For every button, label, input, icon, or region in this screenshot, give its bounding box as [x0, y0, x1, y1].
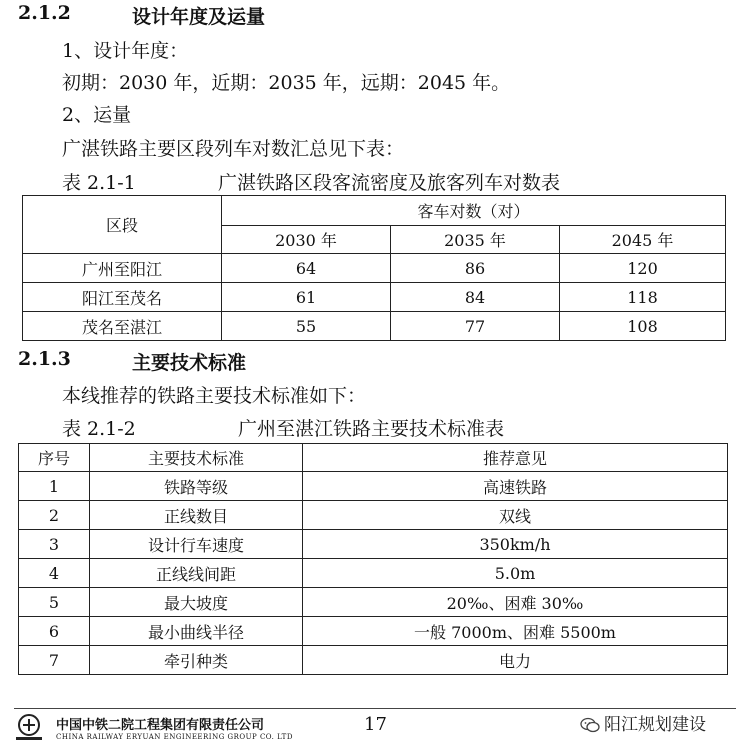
table2-cell-no: 6	[19, 617, 90, 646]
table2-cell-no: 3	[19, 530, 90, 559]
table-row	[19, 617, 728, 646]
volume-label: 2、运量	[62, 104, 132, 126]
table2-header-no: 序号	[19, 444, 90, 472]
table-row	[19, 588, 728, 617]
table2-header-value: 推荐意见	[303, 444, 728, 472]
table2-cell-standard: 最小曲线半径	[90, 617, 303, 646]
table2-cell-value: 电力	[303, 646, 728, 675]
table-row	[19, 472, 728, 501]
table-row	[19, 501, 728, 530]
tech-intro: 本线推荐的铁路主要技术标准如下：	[62, 385, 367, 407]
table2-cell-no: 4	[19, 559, 90, 588]
table2-cell-value: 一般 7000m、困难 5500m	[303, 617, 728, 646]
table1-cell-value: 86	[391, 254, 560, 283]
wechat-icon	[580, 717, 600, 733]
section-number-2-1-2: 2.1.2	[18, 2, 71, 24]
table1-cell-section: 茂名至湛江	[23, 312, 222, 341]
page-number: 17	[364, 714, 387, 735]
table-row	[19, 646, 728, 675]
design-year-text: 初期：2030 年，近期：2035 年，远期：2045 年。	[62, 72, 511, 94]
table1-cell-value: 61	[222, 283, 391, 312]
table1-caption-number: 表 2.1-1	[62, 172, 136, 194]
company-name-cn: 中国中铁二院工程集团有限责任公司	[56, 718, 265, 733]
table2-cell-standard: 牵引种类	[90, 646, 303, 675]
passenger-train-table	[22, 195, 726, 341]
table2-cell-no: 5	[19, 588, 90, 617]
table-row	[23, 312, 726, 341]
table-row	[19, 530, 728, 559]
table-row	[23, 254, 726, 283]
table1-cell-value: 120	[560, 254, 726, 283]
table2-cell-standard: 正线线间距	[90, 559, 303, 588]
table1-header-section: 区段	[23, 196, 222, 254]
table2-cell-standard: 最大坡度	[90, 588, 303, 617]
footer-divider	[14, 708, 736, 709]
table2-cell-standard: 铁路等级	[90, 472, 303, 501]
table1-cell-section: 广州至阳江	[23, 254, 222, 283]
table2-header-standard: 主要技术标准	[90, 444, 303, 472]
tech-standard-table	[18, 443, 728, 675]
table2-cell-standard: 正线数目	[90, 501, 303, 530]
table2-cell-value: 5.0m	[303, 559, 728, 588]
table1-cell-value: 118	[560, 283, 726, 312]
table1-cell-value: 55	[222, 312, 391, 341]
table1-header-year: 2045 年	[560, 226, 726, 254]
table1-cell-value: 108	[560, 312, 726, 341]
company-name-en: CHINA RAILWAY ERYUAN ENGINEERING GROUP CO. LTD	[56, 733, 293, 741]
table2-cell-no: 7	[19, 646, 90, 675]
table2-cell-value: 350km/h	[303, 530, 728, 559]
table1-cell-value: 64	[222, 254, 391, 283]
design-year-label: 1、设计年度：	[62, 40, 189, 62]
table2-cell-standard: 设计行车速度	[90, 530, 303, 559]
table1-header-year: 2030 年	[222, 226, 391, 254]
table2-cell-value: 双线	[303, 501, 728, 530]
table1-cell-section: 阳江至茂名	[23, 283, 222, 312]
table1-cell-value: 77	[391, 312, 560, 341]
watermark	[580, 710, 706, 735]
table-row	[19, 559, 728, 588]
section-title-2-1-3: 主要技术标准	[132, 352, 247, 374]
watermark-text: 阳江规划建设	[604, 715, 706, 735]
table2-cell-value: 20‰、困难 30‰	[303, 588, 728, 617]
section-title-2-1-2: 设计年度及运量	[132, 6, 266, 28]
table2-cell-no: 1	[19, 472, 90, 501]
table1-header-year: 2035 年	[391, 226, 560, 254]
section-number-2-1-3: 2.1.3	[18, 348, 71, 370]
table2-caption-title: 广州至湛江铁路主要技术标准表	[238, 418, 505, 440]
table2-cell-value: 高速铁路	[303, 472, 728, 501]
company-logo-icon	[14, 712, 48, 742]
table1-header-group: 客车对数（对）	[222, 196, 726, 226]
volume-intro: 广湛铁路主要区段列车对数汇总见下表：	[62, 138, 405, 160]
table2-cell-no: 2	[19, 501, 90, 530]
table-row	[23, 283, 726, 312]
table1-caption-title: 广湛铁路区段客流密度及旅客列车对数表	[218, 172, 561, 194]
table2-caption-number: 表 2.1-2	[62, 418, 136, 440]
table1-cell-value: 84	[391, 283, 560, 312]
page-footer	[0, 706, 750, 752]
